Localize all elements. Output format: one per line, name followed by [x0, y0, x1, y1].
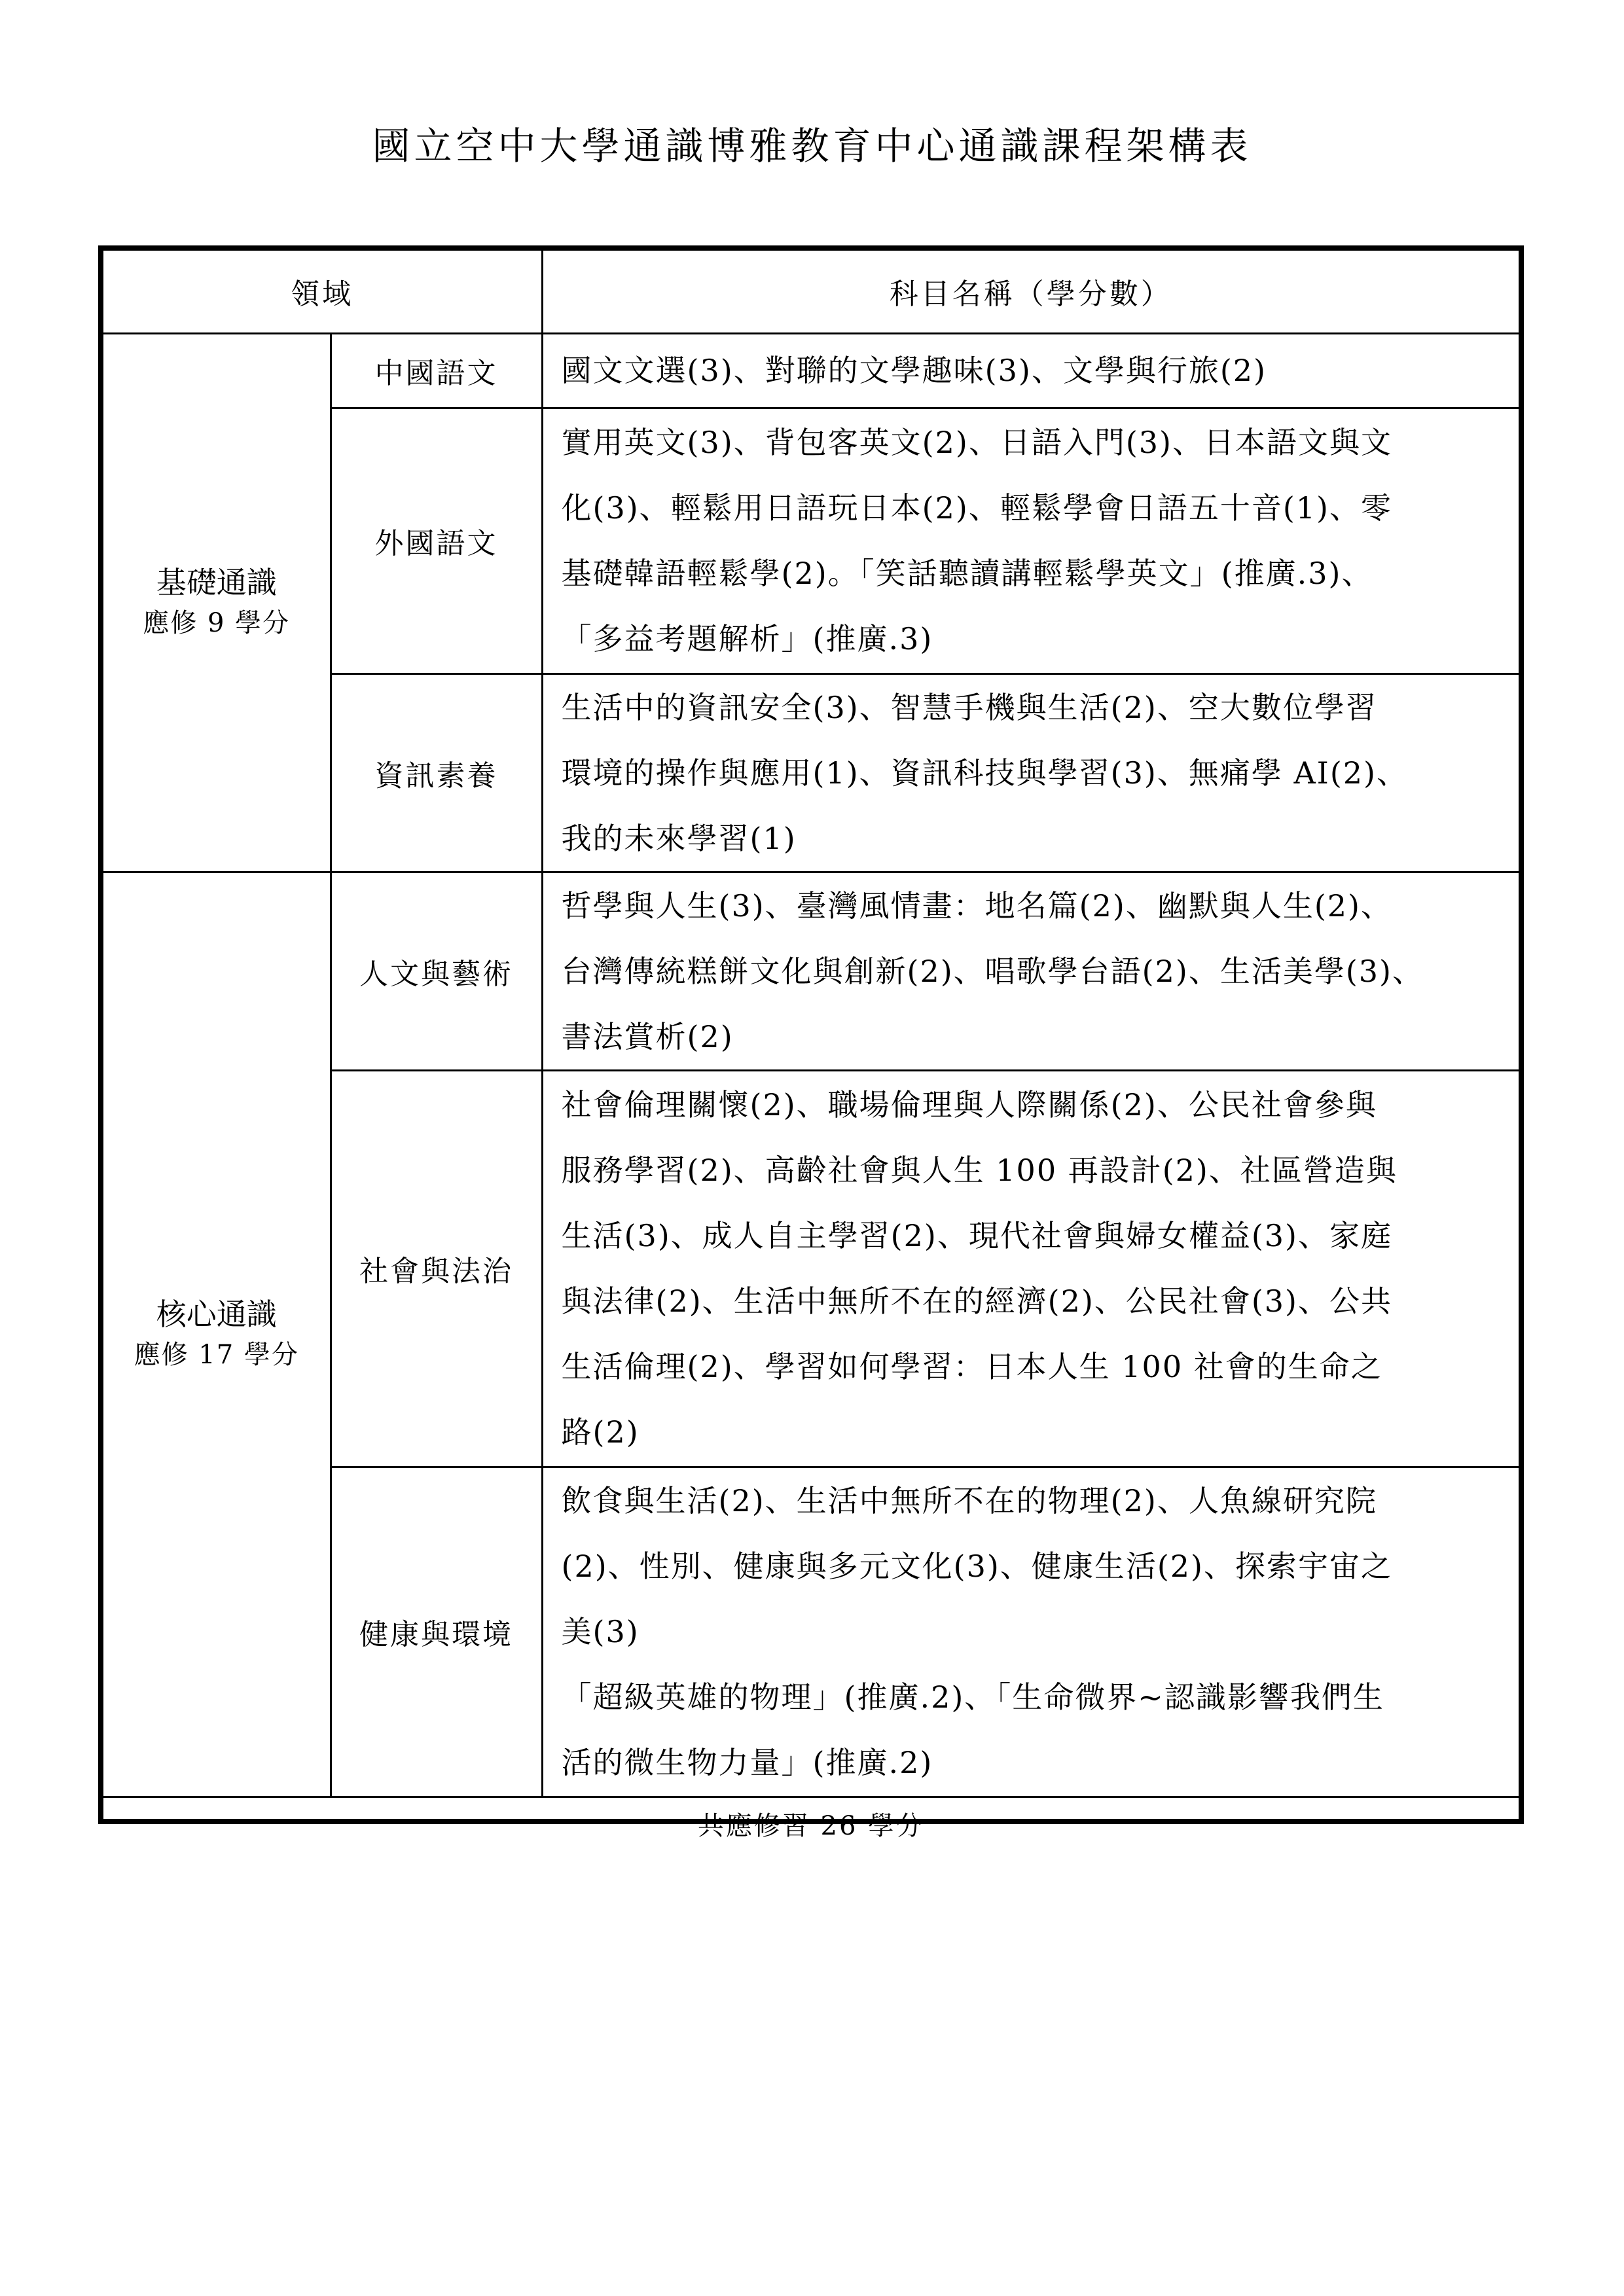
course-line: 環境的操作與應用(1)、資訊科技與學習(3)、無痛學 AI(2)、	[561, 755, 1408, 791]
courses-humanities-arts	[542, 872, 1519, 1070]
area-foreign-language: 外國語文	[331, 408, 542, 673]
course-line: 服務學習(2)、高齡社會與人生 100 再設計(2)、社區營造與	[561, 1153, 1398, 1188]
courses-society-law	[542, 1070, 1519, 1467]
domain-core-name: 核心通識	[156, 1296, 277, 1332]
course-line: (2)、性別、健康與多元文化(3)、健康生活(2)、探索宇宙之	[561, 1549, 1392, 1584]
area-chinese: 中國語文	[331, 333, 542, 408]
course-line: 與法律(2)、生活中無所不在的經濟(2)、公民社會(3)、公共	[561, 1283, 1392, 1319]
table-total-row	[103, 1797, 1519, 1850]
course-framework-table	[98, 245, 1524, 1842]
document-title: 國立空中大學通識博雅教育中心通識課程架構表	[372, 124, 1252, 168]
course-line: 台灣傳統糕餅文化與創新(2)、唱歌學台語(2)、生活美學(3)、	[561, 953, 1424, 989]
course-line: 化(3)、輕鬆用日語玩日本(2)、輕鬆學會日語五十音(1)、零	[561, 490, 1392, 526]
course-line: 書法賞析(2)	[561, 1018, 734, 1054]
course-line: 哲學與人生(3)、臺灣風情畫：地名篇(2)、幽默與人生(2)、	[561, 888, 1392, 924]
courses-information-literacy	[542, 673, 1519, 872]
header-subject: 科目名稱（學分數）	[542, 251, 1519, 333]
domain-basic	[103, 333, 331, 872]
area-society-law: 社會與法治	[331, 1070, 542, 1467]
area-information-literacy: 資訊素養	[331, 673, 542, 872]
domain-basic-name: 基礎通識	[156, 564, 277, 600]
course-line: 生活(3)、成人自主學習(2)、現代社會與婦女權益(3)、家庭	[561, 1218, 1392, 1253]
area-health-environment: 健康與環境	[331, 1467, 542, 1797]
table-row	[103, 872, 1519, 1070]
domain-basic-requirement: 應修 9 學分	[143, 607, 291, 638]
course-line: 社會倫理關懷(2)、職場倫理與人際關係(2)、公民社會參與	[561, 1087, 1377, 1122]
total-credits: 共應修習 26 學分	[103, 1797, 1519, 1850]
course-table-grid	[103, 251, 1519, 1850]
course-line: 實用英文(3)、背包客英文(2)、日語入門(3)、日本語文與文	[561, 425, 1392, 460]
course-line: 國文文選(3)、對聯的文學趣味(3)、文學與行旅(2)	[561, 353, 1267, 388]
course-line: 美(3)	[561, 1614, 640, 1649]
table-header-row	[103, 251, 1519, 333]
courses-chinese	[542, 333, 1519, 408]
courses-foreign-language	[542, 408, 1519, 673]
course-line: 飲食與生活(2)、生活中無所不在的物理(2)、人魚線研究院	[561, 1483, 1377, 1518]
course-line: 活的微生物力量」(推廣.2)	[561, 1745, 933, 1780]
course-line: 我的未來學習(1)	[561, 820, 797, 856]
courses-health-environment	[542, 1467, 1519, 1797]
domain-core-requirement: 應修 17 學分	[134, 1339, 299, 1370]
course-line: 「多益考題解析」(推廣.3)	[561, 621, 933, 656]
course-line: 基礎韓語輕鬆學(2)。「笑話聽讀講輕鬆學英文」(推廣.3)、	[561, 556, 1373, 591]
course-line: 「超級英雄的物理」(推廣.2)、「生命微界~認識影響我們生	[561, 1679, 1384, 1715]
header-domain: 領域	[103, 251, 542, 333]
domain-core	[103, 872, 331, 1797]
course-line: 路(2)	[561, 1414, 640, 1450]
course-line: 生活中的資訊安全(3)、智慧手機與生活(2)、空大數位學習	[561, 689, 1377, 725]
course-line: 生活倫理(2)、學習如何學習：日本人生 100 社會的生命之	[561, 1349, 1382, 1384]
area-humanities-arts: 人文與藝術	[331, 872, 542, 1070]
table-row	[103, 333, 1519, 408]
